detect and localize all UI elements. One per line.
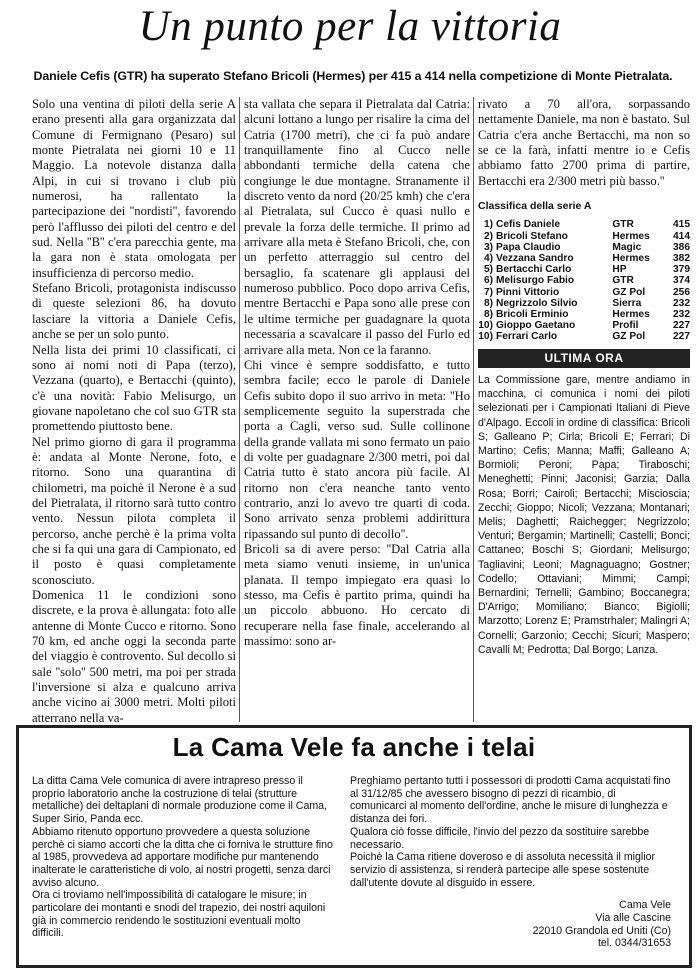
article-column-1 (32, 97, 236, 726)
glider-model: Profil (612, 320, 639, 332)
advertisement-box (16, 725, 692, 968)
advertisement-title: La Cama Vele fa anche i telai (172, 732, 536, 762)
glider-model: Magic (612, 241, 642, 253)
glider-model: Hermes (612, 253, 650, 265)
glider-model: HP (612, 264, 627, 276)
advertisement-column-1 (32, 775, 335, 940)
standing-position: 2) (483, 230, 493, 242)
glider-model: GZ Pol (612, 331, 646, 343)
column-divider (473, 97, 474, 722)
table-row (478, 309, 690, 320)
paragraph: rivato a 70 all'ora, sorpassando nettamente Daniele, ma non è bastato. Sul Catria c'era anche Bertacchi, ma non so se ce la farà, infatti mentre io e Cefis abbiamo fatto 2700 prima di partire, Bertacchi era 2/300 metri più basso.'' (478, 97, 690, 188)
signature-line: tel. 0344/31653 (597, 937, 671, 950)
table-row (478, 287, 690, 298)
signature-line: 22010 Grandola ed Uniti (Co) (532, 924, 671, 937)
table-row (478, 231, 690, 242)
paragraph: sta vallata che separa il Pietralata dal Catria: alcuni lottano a lungo per risalire la cima del Catria (1700 metri), che ci fa può andare tranquillamente fino al Cucco nelle abbondanti termiche della catena che congiunge le due montagne. Stranamente il discreto vento da nord (20/25 kmh) che c'era al Pietralata, sul Cucco è quasi nullo e prevale la forza delle termiche. Il primo ad arrivare alla meta è Stefano Bricoli, che, con un perfetto atterraggio sul centro del bersaglio, fa scatenare gli applausi del numeroso pubblico. Poco dopo arriva Cefis, mentre Bertacchi e Papa sono alle prese con le ultime termiche per guadagnare la quota necessaria a scavalcare il passo del Furlo ed arrivare alla meta. Non ce la faranno. (244, 97, 470, 357)
table-row (478, 275, 690, 286)
points: 232 (673, 309, 690, 321)
signature-line: Via alle Cascine (595, 911, 671, 924)
pilot-name: Melisurgo Fabio (496, 275, 575, 287)
table-row (478, 219, 690, 230)
pilot-name: Bertacchi Carlo (496, 264, 572, 276)
standing-position: 10) (478, 320, 493, 332)
table-row (478, 253, 690, 264)
table-row (478, 242, 690, 253)
advertisement-signature (350, 899, 675, 949)
advertisement-column-2 (350, 775, 675, 950)
standing-position: 1) (483, 219, 493, 231)
table-row (478, 331, 690, 342)
points: 374 (673, 275, 690, 287)
article-subtitle: Daniele Cefis (GTR) ha superato Stefano Bricoli (Hermes) per 415 a 414 nella competizione di Monte Pietralata. (33, 69, 673, 83)
paragraph: Abbiamo ritenuto opportuno provvedere a questa soluzione perchè ci siamo accorti che la ditta che ci forniva le strutture fino al 1985, provvedeva ad apportare modifiche pur mantenendo inalterate le caratteristiche di volo, ai nostri progetti, senza darci avviso alcuno. (32, 825, 333, 889)
points: 232 (673, 297, 690, 309)
paragraph: Nella lista dei primi 10 classificati, ci sono ai nomi noti di Papa (terzo), Vezzana (quarto), e Bertacchi (quinto), c'è una novità: Fabio Melisurgo, un giovane napoletano che col suo GTR sta promettendo piuttosto bene. (32, 342, 236, 434)
table-row (478, 264, 690, 275)
glider-model: Sierra (612, 297, 642, 309)
paragraph: La ditta Cama Vele comunica di avere intrapreso presso il proprio laboratorio anche la costruzione di telai (strutture metalliche) dei deltaplani di normale produzione come il Cama, Super Sirio, Panda ecc. (32, 775, 328, 826)
points: 382 (673, 253, 690, 265)
article-title: Un punto per la vittoria (138, 3, 562, 50)
glider-model: Hermes (612, 230, 650, 242)
paragraph: Nel primo giorno di gara il programma è: andata al Monte Nerone, foto, e ritorno. Sono una quarantina di chilometri, ma poichè il Nerone è a sud del Pietralata, il ritorno sarà tutto contro vento. Nessun pilota completa il percorso, anche perchè è la prima volta che si fa qui una gara di Campionato, ed il posto è quasi completamente sconosciuto. (32, 434, 236, 587)
standings-heading: Classifica della serie A (478, 200, 592, 213)
article-column-2 (244, 97, 470, 649)
pilot-name: Bricoli Erminio (496, 309, 569, 321)
points: 379 (673, 264, 690, 276)
breaking-news-text: La Commissione gare, mentre andiamo in macchina, ci comunica i nomi dei piloti selezionati per i Campionati Italiani di Pieve d'Alpago. Eccoli in ordine di classifica: Bricoli S; Galleano P; Cirla; Bricoli E; Ferrari; Di Martino; Cefis; Manna; Maffi; Galleano A; Bormioli; Peroni; Papa; Tiraboschi; Meneghetti; Pinni; Jaconisi; Garzia; Dalla Rosa; Borri; Cairoli; Bertacchi; Miscioscia; Zecchi; Gioppo; Nicoli; Vezzana; Montanari; Melis; Daghetti; Raichegger; Negrizzolo; Venturi; Bergamin; Martinelli; Castelli; Bonci; Cattaneo; Boschi S; Giordani; Melisurgo; Tagliavini; Leoni; Magnaguagno; Gostner; Codello; Ottaviani; Mimmi; Campi; Bernardini; Ternelli; Gambino; Boccanegra; D'Arrigo; Momiliano; Bianco; Bigiolli; Marzotto; Lorenz E; Pramstrhaler; Malingri A; Cornelli; Garzonio; Cecchi; Sicuri; Maspero; Cavalli M; Pedrotta; Dal Borgo; Lanza. (478, 373, 690, 656)
points: 415 (673, 219, 690, 231)
standing-position: 4) (483, 253, 493, 265)
points: 256 (673, 286, 690, 298)
article-column-3 (478, 97, 690, 657)
pilot-name: Gioppo Gaetano (496, 320, 576, 332)
breaking-news-heading: ULTIMA ORA (478, 349, 690, 368)
points: 227 (673, 331, 690, 343)
table-row (478, 298, 690, 309)
paragraph: Solo una ventina di piloti della serie A erano presenti alla gara organizzata dal Comune di Fermignano (Pesaro) sul monte Pietralata nei giorni 10 e 11 Maggio. La notevole distanza dalla Alpi, in cui si trovano i club più numerosi, ha rallentato la partecipazione dei ''nordisti'', favorendo però l'afflusso dei piloti del centro e del sud. Nella ''B'' c'era parecchia gente, ma la gara non è stata omologata per insufficienza di percorso medio. (32, 97, 236, 280)
points: 414 (673, 230, 690, 242)
paragraph: Stefano Bricoli, protagonista indiscusso di queste selezioni 86, ha dovuto lasciare la vittoria a Daniele Cefis, anche se per un solo punto. (32, 281, 236, 342)
paragraph: Poichè la Cama ritiene doveroso e di assoluta necessità il miglior servizio di assistenza, si renderà partecipe alle spese sostenute dall'utente dovute al disguido in essere. (350, 851, 656, 889)
points: 227 (673, 320, 690, 332)
standing-position: 5) (483, 264, 493, 276)
standing-position: 8) (483, 309, 493, 321)
standing-position: 7) (483, 286, 493, 298)
glider-model: GZ Pol (612, 286, 646, 298)
pilot-name: Pinni Vittorio (496, 286, 560, 298)
paragraph: Ora ci troviamo nell'impossibilità di catalogare le misure; in particolare dei montanti e snodi del trapezio, dei nostri aquiloni già in commercio rendendo le sostituzioni eventuali molto difficili. (32, 889, 326, 940)
glider-model: Hermes (612, 309, 650, 321)
pilot-name: Papa Claudio (496, 241, 561, 253)
paragraph: Preghiamo pertanto tutti i possessori di prodotti Cama acquistati fino al 31/12/85 che avessero bisogno di pezzi di ricambio, di comunicarci al momento dell'ordine, anche le misure di lunghezza e distanza dei fori. (350, 775, 671, 826)
standings-table (478, 219, 690, 342)
pilot-name: Ferrari Carlo (496, 331, 558, 343)
standing-position: 3) (483, 241, 493, 253)
standing-position: 8) (483, 297, 493, 309)
glider-model: GTR (612, 219, 634, 231)
pilot-name: Negrizzolo Silvio (496, 297, 578, 309)
glider-model: GTR (612, 275, 634, 287)
signature-line: Cama Vele (619, 899, 671, 912)
standing-position: 10) (478, 331, 493, 343)
pilot-name: Cefis Daniele (496, 219, 560, 231)
paragraph: Chi vince è sempre soddisfatto, e tutto sembra facile; ecco le parole di Daniele Cefis subito dopo il suo arrivo in meta: ''Ho semplicemente seguito la superstrada che porta a Cagli, verso sud. Sulle collinone della grande vallata mi sono fermato un paio di volte per guadagnare 2/300 metri, poi dal Catria tutto è stato ancora più facile. Al ritorno non c'era neanche tanto vento contrario, anzi lo avevo tre quarti di coda. Sono arrivato senza problemi addirittura ripassando sul punto di decollo''. (244, 357, 470, 541)
column-divider (239, 97, 240, 722)
paragraph: Bricoli sa di avere perso: ''Dal Catria alla meta siamo venuti insieme, in un'unica planata. Il tempo impiegato era quasi lo stesso, ma Cefis è partito prima, quindi ha un piccolo abbuono. Ho cercato di recuperare nella fase finale, accelerando al massimo: sono ar- (244, 541, 470, 649)
standing-position: 6) (483, 275, 493, 287)
paragraph: Domenica 11 le condizioni sono discrete, e la prova è allungata: foto alle antenne di Monte Cucco e ritorno. Sono 70 km, ed anche oggi la seconda parte del viaggio è controvento. Sul decollo si sale ''solo'' 500 metri, ma poi per strada l'inversione si alza e qualcuno arriva anche vicino ai 3000 metri. Molti piloti atterrano nella va- (32, 588, 236, 725)
pilot-name: Vezzana Sandro (496, 253, 574, 265)
table-row (478, 320, 690, 331)
paragraph: Qualora ciò fosse difficile, l'invio del pezzo da sostituire sarebbe necessario. (350, 825, 650, 851)
pilot-name: Bricoli Stefano (496, 230, 568, 242)
points: 386 (673, 241, 690, 253)
